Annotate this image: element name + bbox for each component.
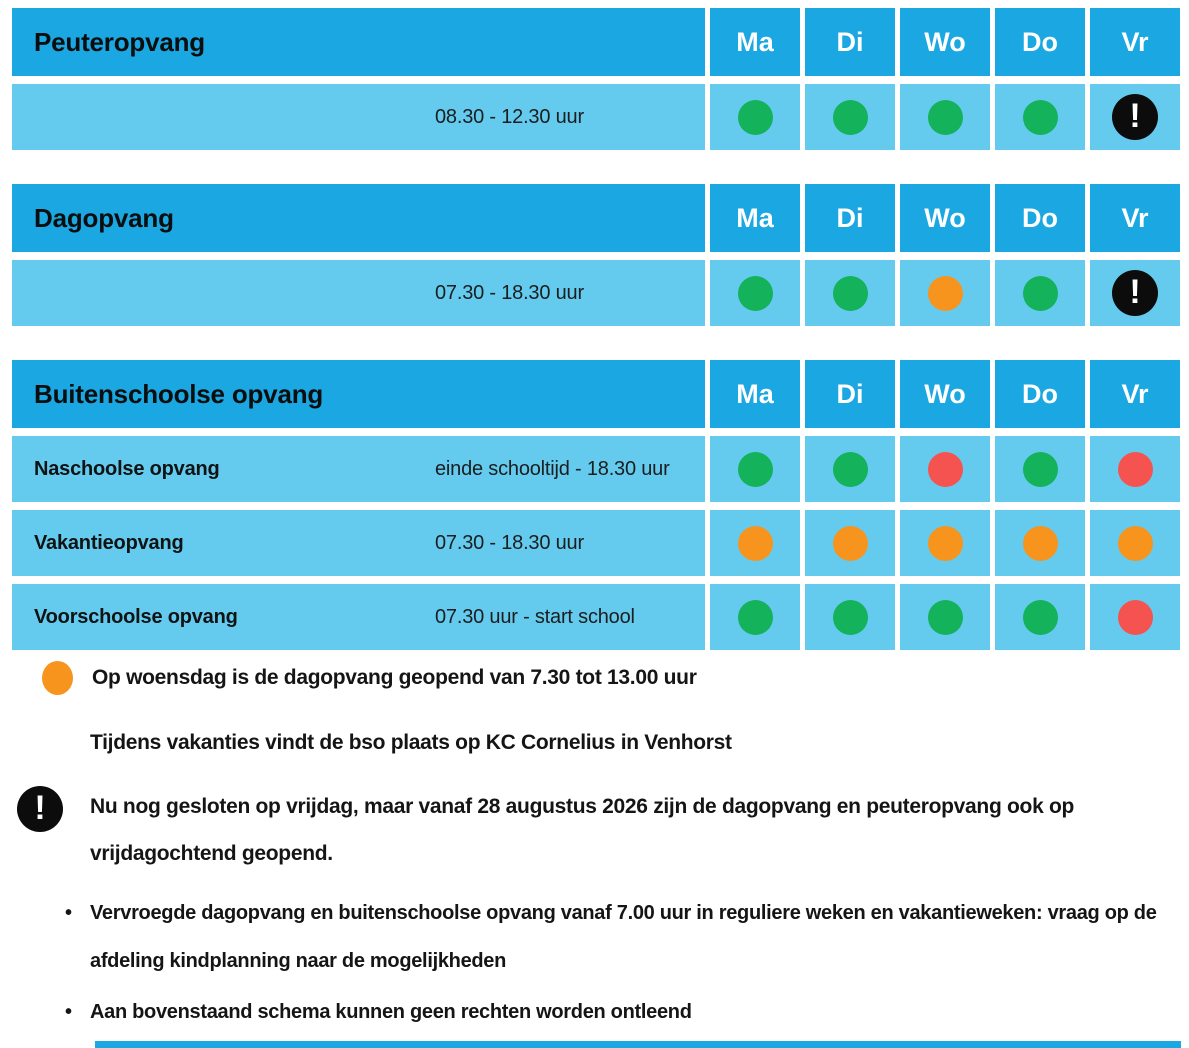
program-time: 07.30 - 18.30 uur xyxy=(435,281,584,304)
program-time: 08.30 - 12.30 uur xyxy=(435,105,584,128)
day-header-do: Do xyxy=(995,8,1085,76)
schedule-row xyxy=(12,84,1180,150)
day-header-di: Di xyxy=(805,8,895,76)
status-cell xyxy=(710,436,800,502)
status-cell xyxy=(805,436,895,502)
alert-glyph: ! xyxy=(1129,96,1141,135)
status-dot-green xyxy=(833,452,868,487)
row-label-cell xyxy=(12,84,705,150)
alert-icon xyxy=(1112,270,1158,316)
legend-text: Tijdens vakanties vindt de bso plaats op KC Cornelius in Venhorst xyxy=(90,731,732,754)
status-cell xyxy=(1090,436,1180,502)
schedule-row xyxy=(12,260,1180,326)
program-name: Naschoolse opvang xyxy=(34,457,220,480)
status-cell xyxy=(710,260,800,326)
status-dot-orange xyxy=(1118,526,1153,561)
legend-text: Op woensdag is de dagopvang geopend van 7.30 tot 13.00 uur xyxy=(92,666,697,690)
status-dot-orange xyxy=(833,526,868,561)
schedule-row xyxy=(12,436,1180,502)
status-cell xyxy=(1090,584,1180,650)
day-header-wo: Wo xyxy=(900,8,990,76)
alert-glyph: ! xyxy=(34,788,46,827)
bottom-partial-bar xyxy=(95,1041,1181,1048)
status-cell xyxy=(900,510,990,576)
status-cell xyxy=(1090,510,1180,576)
alert-glyph: ! xyxy=(1129,272,1141,311)
section-title xyxy=(12,184,705,252)
day-header-vr: Vr xyxy=(1090,360,1180,428)
row-label-cell xyxy=(12,436,705,502)
status-dot-green xyxy=(1023,600,1058,635)
day-header-do: Do xyxy=(995,360,1085,428)
status-cell xyxy=(805,510,895,576)
status-cell xyxy=(995,260,1085,326)
status-dot-green xyxy=(1023,276,1058,311)
section-title xyxy=(12,8,705,76)
status-cell xyxy=(805,260,895,326)
status-dot-red xyxy=(1118,600,1153,635)
status-cell xyxy=(900,260,990,326)
status-dot-green xyxy=(833,100,868,135)
status-dot-green xyxy=(738,452,773,487)
day-header-di: Di xyxy=(805,360,895,428)
program-name: Vakantieopvang xyxy=(34,531,184,554)
alert-icon xyxy=(17,786,63,832)
day-header-di: Di xyxy=(805,184,895,252)
status-dot-green xyxy=(738,100,773,135)
status-dot-green xyxy=(833,600,868,635)
status-dot-orange xyxy=(928,276,963,311)
status-cell xyxy=(710,584,800,650)
alert-icon xyxy=(1112,94,1158,140)
status-cell xyxy=(710,510,800,576)
status-dot-orange xyxy=(928,526,963,561)
legend-item xyxy=(42,661,1189,695)
status-cell xyxy=(805,584,895,650)
section-title-text: Peuteropvang xyxy=(34,26,205,57)
legend-item xyxy=(90,730,1189,755)
status-cell xyxy=(995,84,1085,150)
status-dot-green xyxy=(1023,452,1058,487)
note-item: • Vervroegde dagopvang en buitenschoolse opvang vanaf 7.00 uur in reguliere weken en vakantieweken: vraag op de afdeling kindplanning naar de mogelijkheden xyxy=(90,889,1180,985)
day-header-ma: Ma xyxy=(710,184,800,252)
status-cell xyxy=(900,84,990,150)
day-header-ma: Ma xyxy=(710,8,800,76)
status-cell xyxy=(805,84,895,150)
day-header-vr: Vr xyxy=(1090,184,1180,252)
status-cell xyxy=(995,584,1085,650)
section-header-row xyxy=(12,184,1180,252)
day-header-wo: Wo xyxy=(900,360,990,428)
orange-dot-icon xyxy=(42,661,73,695)
status-dot-red xyxy=(928,452,963,487)
status-dot-green xyxy=(928,600,963,635)
section-title-text: Buitenschoolse opvang xyxy=(34,378,324,409)
day-header-wo: Wo xyxy=(900,184,990,252)
status-dot-green xyxy=(738,276,773,311)
status-cell xyxy=(1090,84,1180,150)
schedule-row xyxy=(12,584,1180,650)
section-header-row xyxy=(12,360,1180,428)
status-dot-green xyxy=(928,100,963,135)
program-time: einde schooltijd - 18.30 uur xyxy=(435,457,670,480)
program-time: 07.30 - 18.30 uur xyxy=(435,531,584,554)
status-cell xyxy=(710,84,800,150)
program-name: Voorschoolse opvang xyxy=(34,605,238,628)
day-header-ma: Ma xyxy=(710,360,800,428)
note-item: • Aan bovenstaand schema kunnen geen rechten worden ontleend xyxy=(90,988,1180,1036)
section-header-row xyxy=(12,8,1180,76)
status-dot-red xyxy=(1118,452,1153,487)
status-cell xyxy=(1090,260,1180,326)
status-dot-orange xyxy=(1023,526,1058,561)
program-time: 07.30 uur - start school xyxy=(435,605,635,628)
row-label-cell xyxy=(12,260,705,326)
status-cell xyxy=(995,436,1085,502)
status-dot-green xyxy=(833,276,868,311)
status-dot-orange xyxy=(738,526,773,561)
schedule-row xyxy=(12,510,1180,576)
day-header-vr: Vr xyxy=(1090,8,1180,76)
legend-item xyxy=(17,783,1189,877)
section-title xyxy=(12,360,705,428)
status-dot-green xyxy=(1023,100,1058,135)
status-cell xyxy=(995,510,1085,576)
status-cell xyxy=(900,584,990,650)
day-header-do: Do xyxy=(995,184,1085,252)
section-title-text: Dagopvang xyxy=(34,202,174,233)
status-dot-green xyxy=(738,600,773,635)
notes-list xyxy=(0,889,1189,1036)
status-cell xyxy=(900,436,990,502)
row-label-cell xyxy=(12,510,705,576)
legend xyxy=(0,661,1189,877)
legend-text: Nu nog gesloten op vrijdag, maar vanaf 28 augustus 2026 zijn de dagopvang en peuteropvang ook op vrijdagochtend geopend. xyxy=(90,795,1075,866)
row-label-cell xyxy=(12,584,705,650)
